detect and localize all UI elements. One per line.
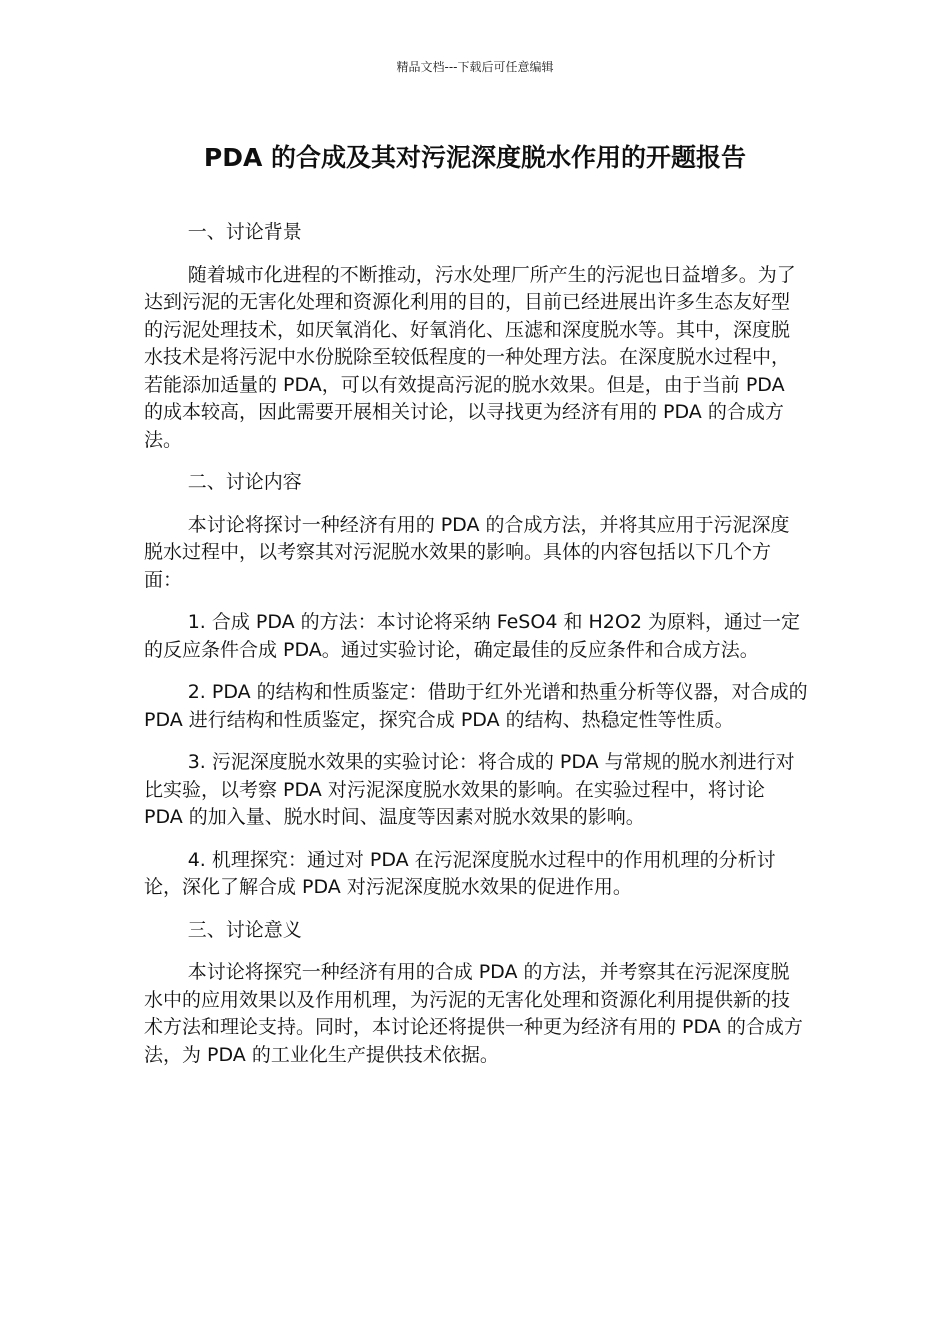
- paragraph-background: 随着城市化进程的不断推动，污水处理厂所产生的污泥也日益增多。为了达到污泥的无害化处理和资源化利用的目的，目前已经进展出许多生态友好型的污泥处理技术，如厌氧消化、好氧消化、压滤和深度脱水等。其中，深度脱水技术是将污泥中水份脱除至较低程度的一种处理方法。在深度脱水过程中，若能添加适量的 PDA，可以有效提高污泥的脱水效果。但是，由于当前 PDA 的成本较高，因此需要开展相关讨论，以寻找更为经济有用的 PDA 的合成方法。: [144, 263, 796, 451]
- section-heading-content: 二、讨论内容: [187, 471, 302, 493]
- paragraph-item-4: 4. 机理探究：通过对 PDA 在污泥深度脱水过程中的作用机理的分析讨论，深化了解合成 PDA 对污泥深度脱水效果的促进作用。: [144, 848, 776, 898]
- document-title: PDA 的合成及其对污泥深度脱水作用的开题报告: [203, 143, 747, 172]
- paragraph-item-3: 3. 污泥深度脱水效果的实验讨论：将合成的 PDA 与常规的脱水剂进行对比实验，以考察 PDA 对污泥深度脱水效果的影响。在实验过程中，将讨论 PDA 的加入量、脱水时间、温度等因素对脱水效果的影响。: [144, 751, 795, 828]
- paragraph-content-intro: 本讨论将探讨一种经济有用的 PDA 的合成方法，并将其应用于污泥深度脱水过程中，以考察其对污泥脱水效果的影响。具体的内容包括以下几个方面：: [144, 513, 790, 591]
- paragraph-item-1: 1. 合成 PDA 的方法：本讨论将采纳 FeSO4 和 H2O2 为原料，通过一定的反应条件合成 PDA。通过实验讨论，确定最佳的反应条件和合成方法。: [144, 611, 800, 661]
- paragraph-item-2: 2. PDA 的结构和性质鉴定：借助于红外光谱和热重分析等仪器，对合成的 PDA 进行结构和性质鉴定，探究合成 PDA 的结构、热稳定性等性质。: [144, 681, 808, 731]
- paragraph-significance: 本讨论将探究一种经济有用的合成 PDA 的方法，并考察其在污泥深度脱水中的应用效果以及作用机理，为污泥的无害化处理和资源化利用提供新的技术方法和理论支持。同时，本讨论还将提供一种更为经济有用的 PDA 的合成方法，为 PDA 的工业化生产提供技术依据。: [144, 961, 803, 1066]
- section-heading-significance: 三、讨论意义: [187, 918, 302, 941]
- document-body: [144, 212, 808, 1077]
- section-heading-background: 一、讨论背景: [187, 221, 302, 243]
- header-note: 精品文档---下载后可任意编辑: [396, 60, 554, 74]
